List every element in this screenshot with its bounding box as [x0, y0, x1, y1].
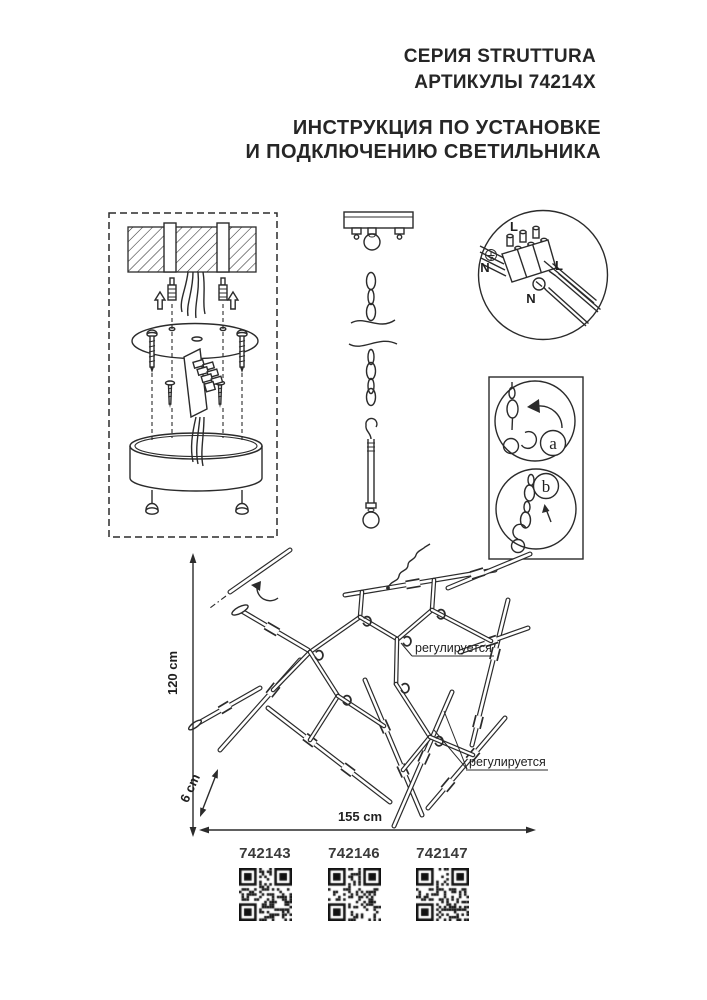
plate-screw-right [216, 381, 225, 408]
ring [504, 439, 519, 454]
cap-nut-left [146, 490, 158, 514]
label-neutral-terminal: N [480, 260, 490, 275]
dimension-width [199, 809, 536, 833]
ceiling-mount-diagram [108, 212, 278, 538]
chain-adjust-steps [488, 376, 584, 560]
step-b-label: b [541, 477, 551, 496]
cord-attach-point [386, 586, 390, 590]
drill-hole-right [217, 223, 229, 272]
insert-arrow-left [155, 292, 165, 309]
suspension-rod [363, 418, 379, 528]
rod-end-disk-2 [187, 719, 202, 732]
drill-hole-left [164, 223, 176, 272]
suspension-parts-diagram [335, 205, 423, 540]
wiring-detail [476, 208, 610, 342]
step-a-label: a [549, 434, 557, 453]
chandelier-dimension-diagram [160, 540, 572, 855]
plate-screw-left [166, 381, 175, 408]
mains-wires [181, 272, 205, 318]
header-block [404, 44, 596, 96]
qr-article-1: 742143 [239, 845, 291, 862]
ceiling-plate-side-view [344, 212, 413, 250]
detail-circle [479, 211, 608, 340]
ground-screw [533, 278, 545, 290]
depth-value: 6 cm [176, 771, 203, 805]
qr-code-2 [328, 868, 381, 921]
width-value: 155 cm [337, 809, 383, 824]
label-live-cable: L [555, 258, 563, 273]
qr-article-2: 742146 [328, 845, 380, 862]
adjustable-callout-2 [434, 711, 548, 770]
height-value: 120 cm [165, 650, 180, 696]
qr-article-3: 742147 [416, 845, 468, 862]
qr-item-1 [234, 845, 296, 926]
qr-code-1 [239, 868, 292, 921]
chain [349, 273, 397, 406]
fixture-cables [541, 261, 601, 326]
instruction-title-line2: И ПОДКЛЮЧЕНИЮ СВЕТИЛЬНИКА [245, 141, 601, 163]
wall-anchor-left [168, 278, 176, 300]
articles-title: АРТИКУЛЫ 74214X [414, 72, 596, 93]
insert-arrow-right [228, 292, 238, 309]
ceiling-hatch [128, 227, 256, 272]
qr-item-2 [323, 845, 385, 926]
cap-nut-right [236, 490, 248, 514]
rotate-arrow [538, 406, 562, 428]
step-a-circle [495, 381, 575, 461]
instruction-title [245, 116, 601, 164]
adjustable-label-1: регулируется [415, 641, 492, 655]
rod-sleeves [220, 572, 497, 790]
series-title: СЕРИЯ STRUTTURA [403, 46, 596, 67]
label-neutral-cable: N [526, 291, 536, 306]
label-live-terminal: L [510, 219, 518, 234]
adjustable-callout-1 [401, 641, 494, 656]
qr-code-3 [416, 868, 469, 921]
qr-item-3 [411, 845, 473, 926]
terminal-block-bracket [184, 349, 224, 417]
dimension-depth [177, 769, 218, 817]
adjustable-label-2: регулируется [469, 755, 546, 769]
terminal-block [502, 226, 556, 282]
canopy [130, 417, 262, 491]
open-link-b [513, 524, 526, 539]
wall-anchor-right [219, 278, 227, 300]
instruction-title-line1: ИНСТРУКЦИЯ ПО УСТАНОВКЕ [292, 117, 601, 139]
open-link [522, 432, 537, 449]
